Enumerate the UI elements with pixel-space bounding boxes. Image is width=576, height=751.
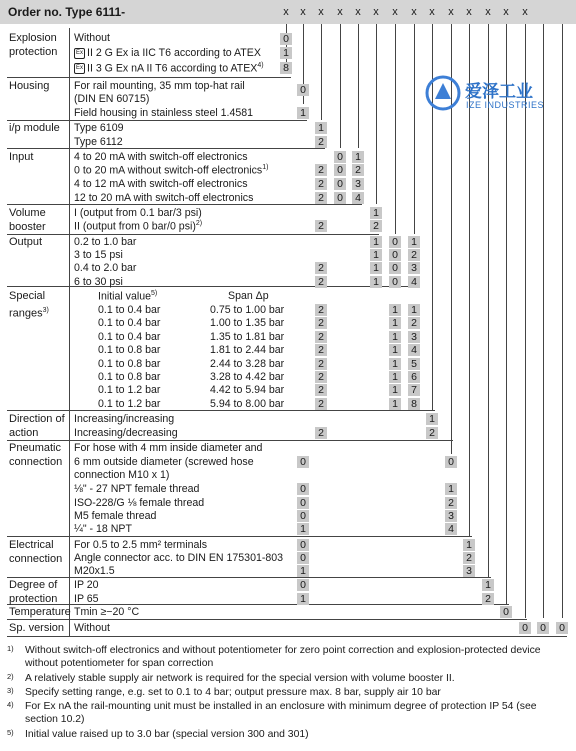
- footnote-text: For Ex nA the rail-mounting unit must be installed in an enclosure with minimum degree of protection IP 54 (see section 10.2): [25, 701, 537, 726]
- option-text: (DIN EN 60715): [74, 93, 150, 105]
- code-cell: 1: [389, 317, 401, 329]
- code-cell: 0: [334, 178, 346, 190]
- code-cell: 2: [315, 262, 327, 274]
- code-cell: 8: [408, 398, 420, 410]
- divider: [414, 24, 415, 234]
- ize-logo-icon: [425, 75, 461, 111]
- footnote-text: Initial value raised up to 3.0 bar (special version 300 and 301): [25, 729, 309, 740]
- code-cell: 1: [370, 249, 382, 261]
- code-cell: 3: [408, 331, 420, 343]
- option-text: II (output from 0 bar/0 psi)$^{2)}$: [74, 220, 203, 233]
- code-cell: 0: [334, 164, 346, 176]
- code-cell: 2: [315, 276, 327, 288]
- code-x: x: [318, 6, 324, 18]
- code-cell: 1: [370, 207, 382, 219]
- option-text: Without: [74, 32, 110, 44]
- divider: [358, 24, 359, 148]
- span-value: 1.81 to 2.44 bar: [210, 344, 285, 357]
- code-x: x: [429, 6, 435, 18]
- option-text: M5 female thread: [74, 510, 157, 522]
- option-text: IP 20: [74, 579, 99, 591]
- code-cell: 5: [408, 358, 420, 370]
- code-cell: 1: [389, 344, 401, 356]
- footnote-number: 4): [7, 700, 14, 709]
- option-text: Ex II 3 G Ex nA II T6 according to ATEX$^{4)}$: [75, 62, 264, 75]
- code-cell: 6: [408, 371, 420, 383]
- code-cell: 2: [315, 398, 327, 410]
- code-cell: 1: [297, 523, 309, 535]
- code-cell: 1: [389, 384, 401, 396]
- option-text: 12 to 20 mA with switch-off electronics: [74, 192, 254, 204]
- option-text: Type 6109: [74, 122, 124, 134]
- divider: [7, 410, 435, 411]
- option-text: ⅛" - 27 NPT female thread: [74, 483, 200, 495]
- divider: [7, 577, 491, 578]
- code-cell: 2: [315, 164, 327, 176]
- code-x: x: [283, 6, 289, 18]
- code-cell: 3: [463, 565, 475, 577]
- code-cell: 0: [389, 262, 401, 274]
- initial-value: 0.1 to 0.4 bar: [98, 304, 161, 316]
- section-label: Direction of action: [9, 413, 65, 439]
- code-cell: 4: [445, 523, 457, 535]
- code-cell: 4: [408, 344, 420, 356]
- code-cell: 1: [297, 593, 309, 605]
- option-text: ¼" - 18 NPT: [74, 523, 132, 535]
- section-label: Special ranges$^{3)}$: [9, 290, 49, 320]
- code-cell: 0: [389, 276, 401, 288]
- initial-value: 0.1 to 0.8 bar: [98, 371, 161, 383]
- option-text: For 0.5 to 2.5 mm² terminals: [74, 539, 208, 551]
- section-label: i/p module: [9, 122, 60, 134]
- code-cell: 0: [297, 552, 309, 564]
- option-text: For hose with 4 mm inside diameter and: [74, 442, 263, 454]
- span-value: 5.94 to 8.00 bar: [210, 397, 285, 410]
- code-x: x: [337, 6, 343, 18]
- code-cell: 7: [408, 384, 420, 396]
- code-cell: 1: [370, 276, 382, 288]
- code-cell: 4: [408, 276, 420, 288]
- option-text: Tmin ≥−20 °C: [74, 606, 140, 618]
- code-cell: 1: [482, 579, 494, 591]
- divider: [395, 24, 396, 234]
- code-cell: 2: [315, 136, 327, 148]
- option-text: 4 to 12 mA with switch-off electronics: [74, 178, 248, 190]
- option-text: 6 mm outside diameter (screwed hose: [74, 456, 254, 468]
- code-cell: 2: [426, 427, 438, 439]
- code-cell: 1: [352, 151, 364, 163]
- code-cell: 2: [445, 497, 457, 509]
- code-cell: 0: [297, 483, 309, 495]
- code-x: x: [355, 6, 361, 18]
- code-cell: 2: [352, 164, 364, 176]
- code-cell: 2: [315, 344, 327, 356]
- code-cell: 3: [445, 510, 457, 522]
- code-cell: 2: [315, 304, 327, 316]
- footnote-number: 5): [7, 728, 14, 737]
- option-text: 0 to 20 mA without switch-off electronics$^{1)}$: [74, 164, 269, 177]
- code-cell: 2: [315, 331, 327, 343]
- divider: [7, 120, 307, 121]
- option-text: Without: [74, 622, 110, 634]
- divider: [7, 234, 379, 235]
- code-x: x: [373, 6, 379, 18]
- column-header: Initial value$^{5)}$: [98, 290, 158, 303]
- code-cell: 2: [463, 552, 475, 564]
- code-cell: 0: [556, 622, 568, 634]
- code-cell: 2: [482, 593, 494, 605]
- option-text: M20x1.5: [74, 565, 115, 577]
- code-x: x: [522, 6, 528, 18]
- code-cell: 1: [408, 304, 420, 316]
- code-cell: 0: [297, 497, 309, 509]
- initial-value: 0.1 to 1.2 bar: [98, 384, 161, 397]
- span-value: 0.75 to 1.00 bar: [210, 304, 285, 316]
- code-x: x: [448, 6, 454, 18]
- option-text: 3 to 15 psi: [74, 249, 123, 261]
- code-x: x: [411, 6, 417, 18]
- option-text: Ex II 2 G Ex ia IIC T6 according to ATEX: [75, 47, 261, 59]
- code-cell: 2: [370, 220, 382, 232]
- code-cell: 2: [315, 427, 327, 439]
- code-cell: 0: [280, 33, 292, 45]
- section-label: Electrical connection: [9, 539, 63, 565]
- divider: [321, 24, 322, 120]
- footnote-text: Without switch-off electronics and without potentiometer for zero point correction and explosion-protected device without potentiometer for span correction: [25, 645, 541, 670]
- code-cell: 3: [408, 262, 420, 274]
- divider: [340, 24, 341, 148]
- option-text: 0.4 to 2.0 bar: [74, 262, 137, 274]
- section-label: Temperature: [9, 606, 71, 618]
- code-cell: 1: [370, 262, 382, 274]
- option-text: IP 65: [74, 593, 99, 605]
- code-x: x: [466, 6, 472, 18]
- footnote-number: 1): [7, 644, 14, 653]
- divider: [376, 24, 377, 204]
- divider: [7, 536, 472, 537]
- option-text: For rail mounting, 35 mm top-hat rail: [74, 80, 245, 92]
- code-cell: 2: [408, 317, 420, 329]
- footnote-text: A relatively stable supply air network is required for the special version with volume booster II.: [25, 673, 455, 684]
- code-x: x: [485, 6, 491, 18]
- code-cell: 8: [280, 62, 292, 74]
- initial-value: 0.1 to 0.8 bar: [98, 344, 161, 357]
- initial-value: 0.1 to 0.8 bar: [98, 357, 161, 370]
- option-text: Type 6112: [74, 136, 123, 148]
- code-cell: 0: [537, 622, 549, 634]
- span-value: 1.35 to 1.81 bar: [210, 330, 285, 343]
- code-cell: 1: [315, 122, 327, 134]
- code-cell: 0: [297, 579, 309, 591]
- code-cell: 0: [297, 510, 309, 522]
- code-cell: 0: [389, 249, 401, 261]
- footnote-number: 2): [7, 672, 14, 681]
- option-text: Increasing/increasing: [74, 413, 175, 425]
- logo-text-cn: 爱泽工业: [465, 82, 533, 102]
- option-text: ISO-228/G ⅛ female thread: [74, 497, 205, 509]
- code-cell: 0: [445, 456, 457, 468]
- option-text: connection M10 x 1): [74, 469, 170, 481]
- code-cell: 1: [389, 331, 401, 343]
- code-cell: 2: [408, 249, 420, 261]
- code-cell: 2: [315, 371, 327, 383]
- code-cell: 2: [315, 192, 327, 204]
- code-cell: 1: [408, 236, 420, 248]
- code-cell: 1: [280, 47, 292, 59]
- option-text: Angle connector acc. to DIN EN 175301-803: [74, 552, 284, 564]
- code-cell: 0: [334, 192, 346, 204]
- code-x: x: [300, 6, 306, 18]
- code-cell: 0: [334, 151, 346, 163]
- span-value: 4.42 to 5.94 bar: [210, 384, 285, 397]
- initial-value: 0.1 to 0.4 bar: [98, 330, 161, 343]
- code-cell: 2: [315, 178, 327, 190]
- code-cell: 1: [297, 107, 309, 119]
- initial-value: 0.1 to 0.4 bar: [98, 317, 161, 330]
- code-x: x: [503, 6, 509, 18]
- code-cell: 2: [315, 220, 327, 232]
- ex-icon: Ex: [74, 63, 85, 74]
- code-cell: 0: [500, 606, 512, 618]
- footnote-text: Specify setting range, e.g. set to 0.1 to 4 bar; output pressure max. 8 bar, supply air 10 bar: [25, 687, 441, 698]
- span-value: 2.44 to 3.28 bar: [210, 357, 285, 370]
- divider: [7, 148, 325, 149]
- section-label: Input: [9, 151, 34, 163]
- code-cell: 1: [389, 358, 401, 370]
- code-cell: 1: [463, 539, 475, 551]
- code-cell: 1: [389, 398, 401, 410]
- code-cell: 2: [315, 358, 327, 370]
- divider: [7, 619, 527, 620]
- option-text: 6 to 30 psi: [74, 276, 123, 288]
- code-cell: 1: [297, 565, 309, 577]
- divider: [7, 286, 417, 287]
- option-text: Field housing in stainless steel 1.4581: [74, 107, 254, 119]
- footnote-number: 3): [7, 686, 14, 695]
- section-label: Housing: [9, 80, 50, 92]
- divider: [7, 440, 453, 441]
- ex-icon: Ex: [74, 48, 85, 59]
- code-cell: 2: [315, 384, 327, 396]
- option-text: Increasing/decreasing: [74, 427, 178, 439]
- order-number-title: Order no. Type 6111-: [8, 5, 126, 19]
- code-cell: 0: [297, 539, 309, 551]
- option-text: I (output from 0.1 bar/3 psi): [74, 207, 202, 219]
- code-cell: 0: [297, 456, 309, 468]
- code-cell: 1: [389, 371, 401, 383]
- section-label: Pneumatic connection: [9, 442, 63, 468]
- divider: [7, 636, 567, 637]
- section-label: Explosion protection: [9, 32, 58, 58]
- code-cell: 0: [297, 84, 309, 96]
- order-number-header: [0, 0, 576, 24]
- code-cell: 3: [352, 178, 364, 190]
- code-cell: 1: [445, 483, 457, 495]
- section-label: Degree of protection: [9, 579, 58, 605]
- option-text: 0.2 to 1.0 bar: [74, 236, 137, 248]
- code-cell: 1: [426, 413, 438, 425]
- code-cell: 0: [519, 622, 531, 634]
- section-label: Volume booster: [9, 207, 46, 233]
- initial-value: 0.1 to 1.2 bar: [98, 397, 161, 410]
- code-cell: 0: [389, 236, 401, 248]
- code-cell: 2: [315, 317, 327, 329]
- section-label: Sp. version: [9, 622, 65, 634]
- code-cell: 4: [352, 192, 364, 204]
- ize-industries-logo: [425, 73, 565, 123]
- divider: [7, 204, 362, 205]
- code-cell: 1: [389, 304, 401, 316]
- code-x: x: [392, 6, 398, 18]
- divider: [7, 77, 291, 78]
- span-value: 3.28 to 4.42 bar: [210, 371, 285, 383]
- logo-text-en: IZE INDUSTRIES: [466, 100, 545, 110]
- column-header: Span Δp: [228, 290, 269, 302]
- section-label: Output: [9, 236, 43, 248]
- code-cell: 1: [370, 236, 382, 248]
- span-value: 1.00 to 1.35 bar: [210, 317, 285, 330]
- option-text: 4 to 20 mA with switch-off electronics: [74, 151, 248, 163]
